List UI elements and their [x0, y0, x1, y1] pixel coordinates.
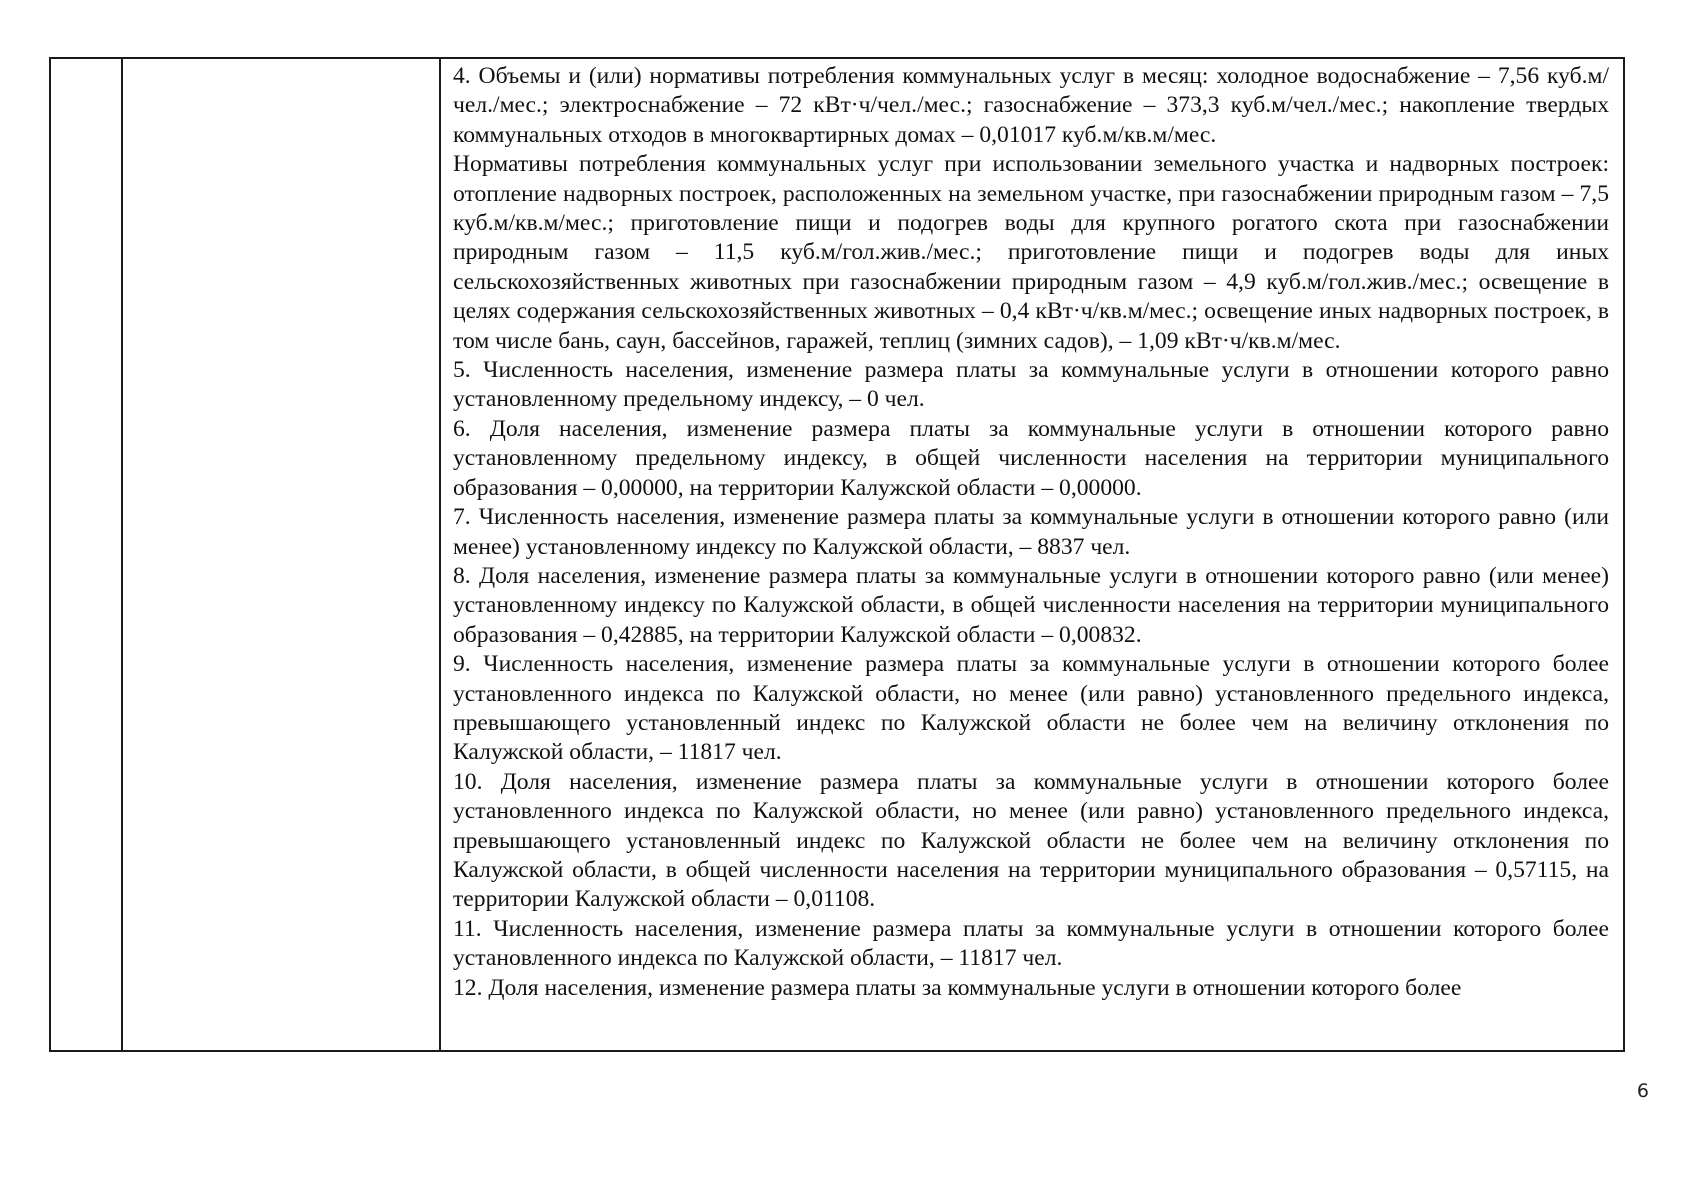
paragraph-item-11: 11. Численность населения, изменение размера платы за коммунальные услуги в отношении которого более установленного индекса по Калужской области, – 11817 чел.: [453, 915, 1609, 972]
paragraph-item-9: 9. Численность населения, изменение размера платы за коммунальные услуги в отношении которого более установленного индекса по Калужской области, но менее (или равно) установленного предельного индекса, превышающего установленный индекс по Калужской области не более чем на величину отклонения по Калужской области, – 11817 чел.: [453, 651, 1609, 766]
paragraph-item-12: 12. Доля населения, изменение размера платы за коммунальные услуги в отношении которого более: [453, 974, 1462, 1001]
paragraph-item-4: 4. Объемы и (или) нормативы потребления коммунальных услуг в месяц: холодное водоснабжение – 7,56 куб.м/чел./мес.; электроснабжение – 72 кВт·ч/чел./мес.; газоснабжение – 373,3 куб.м/чел./мес.; накопление твердых коммунальных отходов в многоквартирных домах – 0,01017 куб.м/кв.м/мес.: [453, 63, 1609, 148]
paragraph-item-8: 8. Доля населения, изменение размера платы за коммунальные услуги в отношении которого равно (или менее) установленному индексу по Калужской области, в общей численности населения на территории муниципального образования – 0,42885, на территории Калужской области – 0,00832.: [453, 562, 1609, 648]
document-table: [49, 57, 1625, 1052]
paragraph-item-10: 10. Доля населения, изменение размера платы за коммунальные услуги в отношении которого более установленного индекса по Калужской области, но менее (или равно) установленного предельного индекса, превышающего установленный индекс по Калужской области не более чем на величину отклонения по Калужской области, в общей численности населения на территории муниципального образования – 0,57115, на территории Калужской области – 0,01108.: [453, 768, 1609, 913]
table-column-content: [441, 59, 1623, 1050]
table-column-name: [123, 59, 441, 1050]
paragraph-item-7: 7. Численность населения, изменение размера платы за коммунальные услуги в отношении которого равно (или менее) установленному индексу по Калужской области, – 8837 чел.: [453, 504, 1609, 560]
table-column-number: [51, 59, 123, 1050]
paragraph-normatives: Нормативы потребления коммунальных услуг при использовании земельного участка и надворных построек: отопление надворных построек, расположенных на земельном участке, при газоснабжении природным газом – 7,5 куб.м/кв.м/мес.; приготовление пищи и подогрев воды для крупного рогатого скота при газоснабжении природным газом – 11,5 куб.м/гол.жив./мес.; приготовление пищи и подогрев воды для иных сельскохозяйственных животных при газоснабжении природным газом – 4,9 куб.м/гол.жив./мес.; освещение в целях содержания сельскохозяйственных животных – 0,4 кВт·ч/кв.м/мес.; освещение иных надворных построек, в том числе бань, саун, бассейнов, гаражей, теплиц (зимних садов), – 1,09 кВт·ч/кв.м/мес.: [453, 151, 1609, 354]
paragraph-item-6: 6. Доля населения, изменение размера платы за коммунальные услуги в отношении которого равно установленному предельному индексу, в общей численности населения на территории муниципального образования – 0,00000, на территории Калужской области – 0,00000.: [453, 415, 1609, 501]
paragraph-item-5: 5. Численность населения, изменение размера платы за коммунальные услуги в отношении которого равно установленному предельному индексу, – 0 чел.: [453, 357, 1609, 413]
page-number: 6: [1636, 1080, 1649, 1102]
